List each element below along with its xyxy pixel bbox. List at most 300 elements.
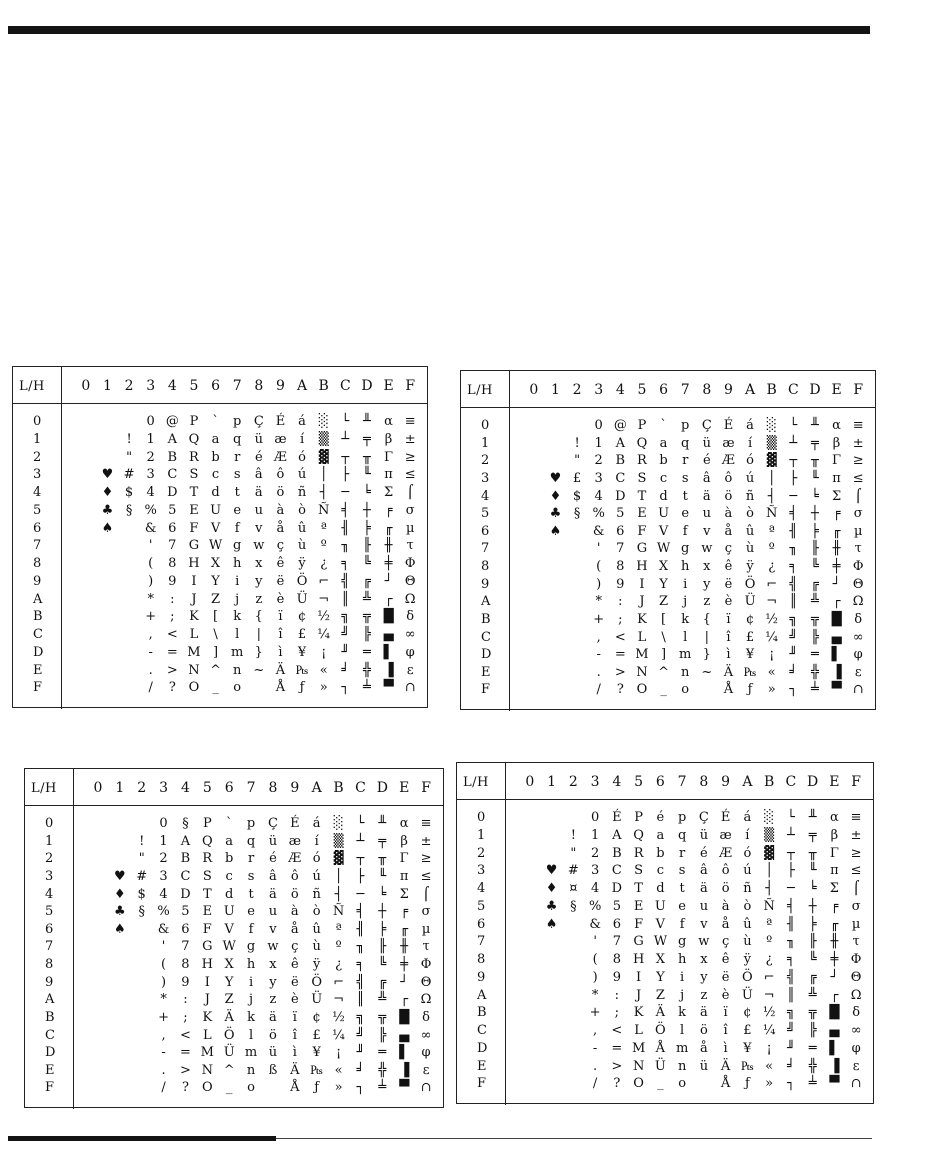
column-header: 8 — [254, 378, 264, 394]
char-cell: s — [681, 470, 689, 486]
column-header: 3 — [594, 382, 604, 398]
char-cell: " — [574, 453, 581, 469]
char-cell: u — [268, 904, 278, 920]
char-cell: ♣ — [545, 898, 558, 914]
char-cell: ▀ — [383, 680, 394, 696]
char-cell: ╙ — [811, 470, 819, 486]
char-cell: ╚ — [811, 559, 819, 574]
char-cell: . — [596, 664, 601, 680]
char-cell: û — [743, 916, 752, 932]
char-cell: ╓ — [384, 520, 393, 536]
char-cell: φ — [421, 1045, 431, 1061]
char-cell: ╘ — [363, 485, 371, 500]
char-cell: ╛ — [341, 662, 350, 678]
char-cell: | — [256, 627, 261, 642]
char-cell: ∩ — [852, 682, 864, 698]
char-cell: Ç — [267, 816, 278, 831]
char-cell: Ä — [224, 1009, 234, 1025]
char-cell: ó — [298, 449, 306, 465]
char-cell: § — [138, 904, 145, 920]
char-cell: S — [637, 470, 647, 486]
row-header: 4 — [33, 485, 42, 500]
char-cell: │ — [334, 868, 343, 884]
char-cell: N — [201, 1062, 213, 1078]
char-cell: É — [275, 414, 286, 429]
char-cell: O — [188, 680, 200, 696]
char-cell: » — [319, 680, 328, 696]
char-cell: ü — [254, 431, 263, 447]
char-cell: 9 — [616, 576, 625, 592]
char-cell: » — [765, 1076, 774, 1092]
char-cell: ¥ — [745, 647, 755, 663]
char-cell: α — [384, 414, 393, 429]
row-header: 2 — [477, 845, 486, 861]
char-cell: » — [334, 1080, 343, 1096]
char-cell: ╔ — [808, 969, 817, 985]
char-cell: ╠ — [363, 627, 371, 642]
char-cell: C — [615, 470, 626, 486]
char-cell: 7 — [181, 939, 190, 955]
char-cell: ╒ — [830, 898, 839, 914]
char-cell: V — [658, 523, 669, 539]
char-cell: ô — [724, 470, 733, 486]
char-cell: _ — [657, 1076, 664, 1092]
char-cell: - — [148, 644, 153, 660]
char-cell: i — [683, 576, 688, 592]
char-cell: ┐ — [789, 682, 798, 698]
char-cell: § — [573, 506, 581, 522]
char-cell: ▌ — [831, 647, 842, 663]
char-cell: ≥ — [404, 449, 416, 465]
char-cell: n — [233, 662, 242, 678]
char-cell: m — [675, 1040, 689, 1056]
char-cell: ╪ — [830, 952, 839, 967]
char-cell: ▓ — [318, 449, 329, 465]
char-cell: ╖ — [786, 934, 795, 950]
char-cell: è — [721, 987, 730, 1003]
row-header: 0 — [481, 418, 490, 433]
char-cell: ╛ — [789, 664, 798, 680]
char-cell: f — [248, 921, 254, 937]
column-header: B — [333, 780, 344, 796]
row-header: E — [33, 662, 43, 678]
char-cell: µ — [421, 921, 431, 937]
char-cell: L — [637, 629, 647, 645]
char-cell: $ — [572, 488, 582, 504]
char-cell: ╢ — [341, 520, 350, 536]
column-header: D — [809, 382, 821, 398]
char-cell: á — [298, 414, 306, 429]
char-cell: ╢ — [356, 921, 365, 937]
char-cell: ≡ — [420, 816, 432, 831]
char-cell: & — [157, 921, 170, 937]
char-cell: º — [320, 538, 327, 554]
char-cell: £ — [743, 1023, 752, 1038]
char-cell: ₧ — [310, 1062, 323, 1078]
char-cell: v — [703, 523, 711, 539]
char-cell: │ — [765, 863, 774, 879]
char-cell: z — [700, 987, 708, 1003]
row-header: 8 — [477, 952, 486, 967]
row-header: 3 — [481, 470, 490, 486]
char-cell: ╫ — [832, 541, 841, 557]
char-cell: ╨ — [811, 418, 819, 433]
char-cell: ö — [721, 881, 730, 896]
char-cell: ♦ — [101, 485, 114, 500]
char-cell: ╓ — [400, 921, 409, 937]
char-cell: ½ — [332, 1009, 345, 1025]
char-cell: ¼ — [332, 1027, 345, 1043]
char-cell: ( — [596, 559, 602, 574]
char-cell: 0 — [590, 810, 600, 825]
char-cell: D — [180, 886, 191, 902]
char-cell: J — [636, 987, 642, 1003]
char-cell: ♣ — [549, 506, 562, 522]
char-cell: < — [166, 627, 178, 642]
char-cell: ∩ — [850, 1076, 862, 1092]
char-cell: Γ — [829, 845, 839, 861]
char-cell: å — [721, 916, 730, 932]
char-cell: O — [636, 682, 648, 698]
lh-label: L/H — [19, 379, 45, 394]
char-cell: W — [653, 934, 668, 950]
char-cell: Z — [659, 594, 669, 610]
char-cell: ¬ — [763, 987, 775, 1003]
row-header: A — [477, 987, 487, 1003]
char-cell: σ — [405, 502, 415, 518]
column-header: C — [339, 378, 351, 394]
char-cell: ╠ — [811, 629, 819, 645]
char-cell: █ — [829, 1005, 840, 1021]
column-header: 0 — [525, 774, 535, 790]
char-cell: ╢ — [789, 523, 798, 539]
row-header: 4 — [477, 881, 486, 896]
row-header: F — [33, 680, 43, 696]
char-cell: a — [211, 431, 220, 447]
char-cell: ♥ — [545, 863, 558, 879]
char-cell: ≤ — [404, 467, 416, 483]
char-cell: ^ — [658, 664, 670, 680]
char-cell: o — [247, 1080, 255, 1096]
char-cell: ═ — [378, 1045, 387, 1061]
char-cell: < — [614, 629, 626, 645]
char-cell: b — [659, 453, 668, 469]
char-cell: U — [654, 898, 666, 914]
char-cell: B — [612, 845, 622, 861]
char-cell: 3 — [590, 863, 600, 879]
char-cell: ï — [278, 609, 283, 625]
char-cell: 3 — [594, 470, 603, 486]
footer-rule-thin — [276, 1138, 872, 1139]
char-cell: g — [681, 541, 690, 557]
char-cell: ÿ — [298, 556, 306, 571]
char-cell: H — [636, 559, 648, 574]
char-cell: ╠ — [808, 1023, 817, 1038]
column-header: 7 — [232, 378, 242, 394]
char-cell: ░ — [764, 810, 775, 825]
char-cell: F — [637, 523, 647, 539]
char-cell: ^ — [210, 662, 222, 678]
char-cell: O — [201, 1080, 213, 1096]
row-header: D — [481, 647, 492, 663]
char-cell: π — [399, 868, 409, 884]
char-cell: ╚ — [363, 556, 371, 571]
char-cell: ♣ — [113, 904, 126, 920]
char-cell: / — [148, 680, 153, 696]
row-header: F — [45, 1080, 55, 1096]
column-header: 5 — [637, 382, 647, 398]
char-cell: Θ — [404, 573, 416, 589]
column-header: 6 — [224, 780, 234, 796]
char-cell: ç — [276, 538, 285, 554]
char-cell: ⌠ — [852, 881, 860, 896]
char-cell: ╡ — [341, 502, 350, 518]
char-cell: G — [202, 939, 213, 955]
row-header: 5 — [481, 506, 490, 522]
char-cell: ' — [596, 541, 601, 557]
row-header: 8 — [33, 556, 42, 571]
char-cell: é — [702, 453, 711, 469]
char-cell: ╚ — [808, 952, 817, 967]
char-cell: ò — [746, 506, 754, 522]
char-cell: │ — [319, 467, 328, 483]
char-cell: ─ — [341, 485, 350, 500]
char-cell: / — [592, 1076, 598, 1092]
char-cell: ╜ — [789, 647, 798, 663]
char-cell: Y — [211, 573, 220, 589]
char-cell: * — [160, 992, 167, 1008]
char-cell: $ — [137, 886, 146, 902]
char-cell: ô — [721, 863, 730, 879]
char-cell: V — [210, 520, 221, 536]
char-cell: ü — [702, 435, 711, 451]
char-cell: X — [658, 559, 669, 574]
char-cell: ï — [292, 1009, 297, 1025]
char-cell: π — [832, 470, 841, 486]
column-header: 5 — [189, 378, 199, 394]
char-cell: Ö — [311, 974, 323, 990]
char-cell: W — [222, 939, 236, 955]
char-cell: Σ — [831, 488, 842, 504]
char-cell: } — [254, 644, 263, 660]
char-cell: ö — [724, 488, 733, 504]
char-cell: v — [700, 916, 708, 932]
char-cell: 2 — [594, 453, 603, 469]
char-cell: ? — [613, 1076, 621, 1092]
char-cell: ╧ — [363, 680, 371, 696]
char-cell: ┤ — [319, 485, 328, 500]
char-cell: ╟ — [363, 538, 371, 554]
char-cell: █ — [831, 611, 842, 627]
char-cell: ║ — [786, 987, 795, 1003]
char-cell: δ — [854, 611, 863, 627]
char-cell: ì — [292, 1045, 297, 1061]
char-cell: ╙ — [808, 863, 817, 879]
char-cell: F — [634, 916, 644, 932]
char-cell: ¡ — [321, 644, 327, 660]
char-cell: ▒ — [318, 431, 329, 447]
char-cell: r — [679, 845, 686, 861]
char-cell: ¥ — [312, 1045, 321, 1061]
char-cell: Ü — [741, 987, 753, 1003]
char-cell: ê — [290, 957, 299, 972]
row-header: 7 — [33, 538, 42, 554]
column-header: 8 — [268, 780, 278, 796]
char-cell: ├ — [341, 467, 350, 483]
char-cell: ╞ — [363, 520, 371, 536]
char-cell: p — [246, 816, 256, 831]
char-cell: h — [681, 559, 690, 574]
char-cell: J — [204, 992, 210, 1008]
char-cell: ▌ — [399, 1045, 410, 1061]
char-cell: ß — [268, 1062, 278, 1078]
column-header: E — [829, 774, 840, 790]
char-cell: ù — [745, 541, 755, 557]
char-cell: S — [202, 868, 212, 884]
char-cell: S — [634, 863, 644, 879]
char-cell: ┬ — [341, 449, 350, 465]
char-cell: k — [247, 1009, 255, 1025]
char-cell: ≤ — [420, 868, 432, 884]
char-cell: % — [588, 898, 602, 914]
char-cell: ▒ — [766, 435, 777, 451]
char-cell: Ü — [311, 992, 323, 1008]
char-cell: Q — [633, 827, 644, 843]
char-cell: Å — [275, 680, 286, 696]
char-cell: φ — [851, 1040, 861, 1056]
char-cell: Y — [656, 969, 665, 985]
char-cell: 4 — [594, 488, 603, 504]
char-cell: R — [637, 453, 647, 469]
char-cell: ε — [852, 1058, 860, 1074]
char-cell: æ — [722, 435, 735, 451]
char-cell: f — [682, 523, 688, 539]
char-cell: \ — [661, 629, 666, 645]
char-cell: ┌ — [832, 594, 841, 610]
row-header: 9 — [477, 969, 486, 985]
char-cell: â — [702, 470, 711, 486]
char-cell: | — [704, 629, 709, 645]
char-cell: ╦ — [363, 609, 371, 625]
char-cell: ù — [312, 939, 321, 955]
row-header: E — [481, 664, 491, 680]
char-cell: í — [299, 431, 305, 447]
char-cell: T — [189, 485, 199, 500]
char-cell: B — [167, 449, 178, 465]
char-cell: Ö — [223, 1027, 235, 1043]
char-cell: ü — [699, 1058, 709, 1074]
column-header: 3 — [590, 774, 600, 790]
row-header: 6 — [481, 523, 490, 539]
char-cell: ╣ — [789, 576, 798, 592]
char-cell: π — [384, 467, 393, 483]
row-header: 6 — [33, 520, 42, 536]
char-cell: ╝ — [786, 1023, 795, 1038]
row-header: 7 — [477, 934, 486, 950]
char-cell: ê — [721, 952, 730, 967]
char-cell: e — [681, 506, 690, 522]
char-cell: ¥ — [743, 1040, 752, 1056]
char-cell: ╕ — [341, 556, 350, 571]
char-cell: k — [681, 611, 690, 627]
char-cell: 7 — [612, 934, 622, 950]
char-cell: β — [384, 431, 393, 447]
char-cell: ¿ — [320, 556, 328, 571]
row-header: 3 — [45, 868, 54, 884]
char-cell: o — [678, 1076, 687, 1092]
char-cell: ╒ — [400, 904, 409, 920]
char-cell: Φ — [420, 957, 432, 972]
char-cell: d — [656, 881, 665, 896]
char-cell: ) — [592, 969, 598, 985]
char-cell: α — [399, 816, 409, 831]
code-page-table-2 — [460, 370, 876, 710]
column-header: F — [853, 382, 864, 398]
char-cell: δ — [852, 1005, 861, 1021]
char-cell: ─ — [789, 488, 798, 504]
char-cell: C — [167, 467, 178, 483]
char-cell: ¢ — [745, 611, 755, 627]
char-cell: æ — [274, 431, 287, 447]
char-cell: â — [269, 868, 277, 884]
char-cell: s — [247, 868, 255, 884]
char-cell: £ — [312, 1027, 321, 1043]
char-cell: q — [677, 827, 687, 843]
char-cell: ├ — [786, 863, 795, 879]
char-cell: v — [269, 921, 277, 937]
char-cell: p — [681, 418, 690, 433]
char-cell: ▌ — [829, 1040, 840, 1056]
char-cell: ñ — [297, 485, 307, 500]
char-cell: ╣ — [786, 969, 795, 985]
column-header: 1 — [547, 774, 557, 790]
char-cell: J — [191, 591, 197, 607]
char-cell: ╫ — [830, 934, 839, 950]
char-cell: ç — [291, 939, 299, 955]
char-cell: b — [656, 845, 665, 861]
char-cell: ╨ — [808, 810, 817, 825]
column-header: 4 — [180, 780, 190, 796]
char-cell: ¼ — [765, 629, 778, 645]
char-cell: ┼ — [378, 904, 387, 920]
char-cell: Æ — [721, 453, 735, 469]
char-cell: U — [223, 904, 235, 920]
char-cell: A — [612, 827, 622, 843]
char-cell: ± — [420, 833, 432, 849]
row-header: C — [481, 629, 491, 645]
char-cell: X — [655, 952, 665, 967]
char-cell: ò — [298, 502, 306, 518]
char-cell: ñ — [743, 881, 752, 896]
char-cell: ▓ — [766, 453, 777, 469]
char-cell: í — [747, 435, 753, 451]
char-cell: ¡ — [769, 647, 775, 663]
char-cell: ¥ — [297, 644, 307, 660]
char-cell: ⌐ — [318, 573, 330, 589]
char-cell: ┴ — [786, 827, 795, 843]
char-cell: ╨ — [378, 816, 387, 831]
char-cell: ! — [574, 435, 580, 451]
char-cell: ╜ — [341, 644, 350, 660]
char-cell: _ — [212, 680, 219, 696]
lh-label: L/H — [467, 383, 493, 398]
char-cell: Ö — [296, 573, 308, 589]
char-cell: l — [683, 629, 688, 645]
char-cell: 5 — [612, 898, 622, 914]
char-cell: c — [225, 868, 233, 884]
char-cell: e — [233, 502, 242, 518]
char-cell: ▐ — [399, 1062, 410, 1078]
